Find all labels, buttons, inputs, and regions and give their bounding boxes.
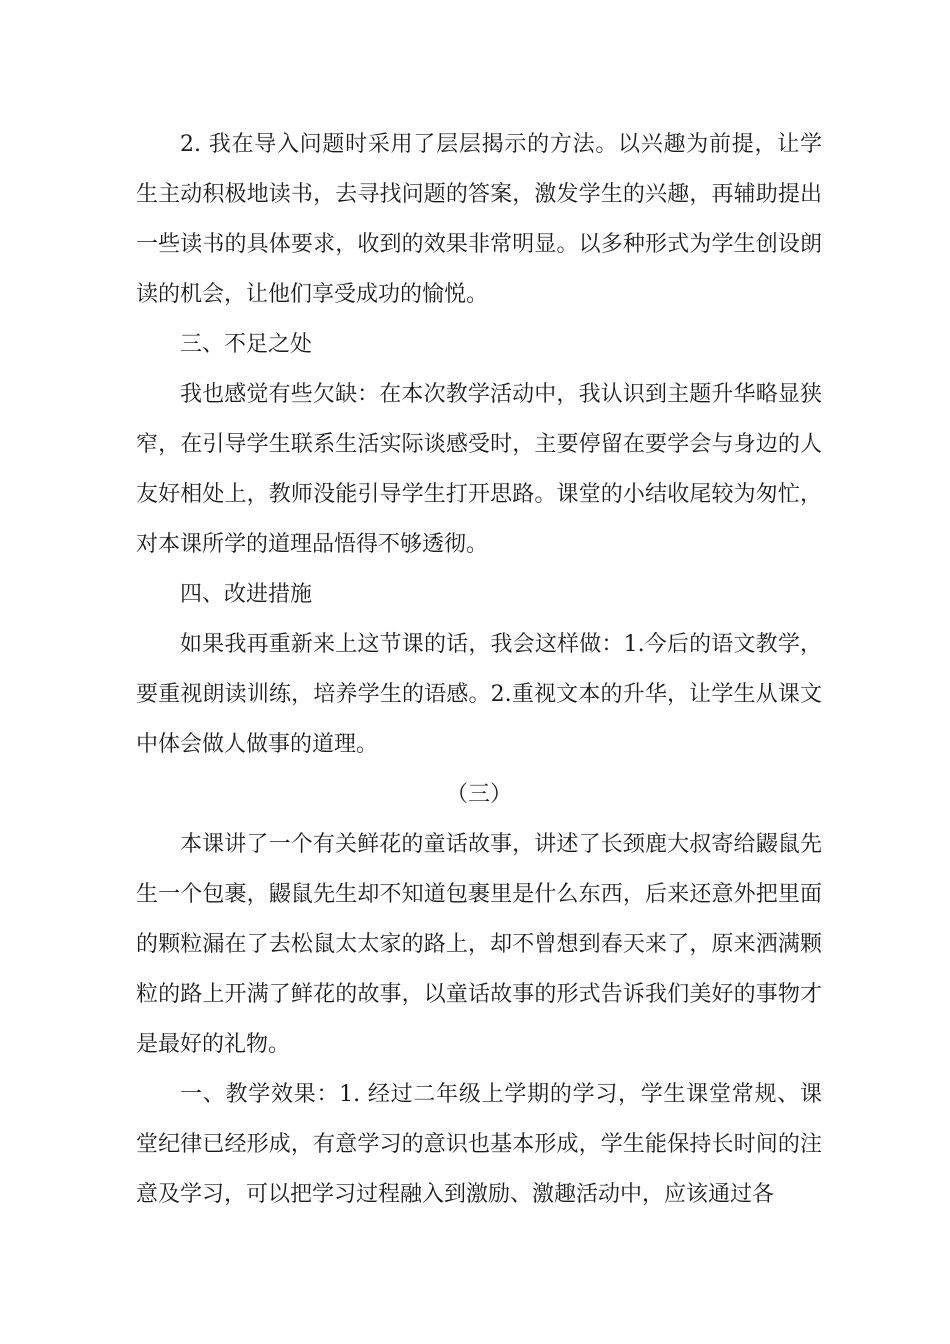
document-body bbox=[136, 120, 822, 1220]
paragraph-shortcomings: 我也感觉有些欠缺：在本次教学活动中，我认识到主题升华略显狭窄，在引导学生联系生活实际谈感受时，主要停留在要学会与身边的人友好相处上，教师没能引导学生打开思路。课堂的小结收尾较为匆忙，对本课所学的道理品悟得不够透彻。 bbox=[136, 382, 822, 557]
paragraph-story-summary: 本课讲了一个有关鲜花的童话故事，讲述了长颈鹿大叔寄给鼹鼠先生一个包裹，鼹鼠先生却不知道包裹里是什么东西，后来还意外把里面的颗粒漏在了去松鼠太太家的路上，却不曾想到春天来了，原来洒满颗粒的路上开满了鲜花的故事，以童话故事的形式告诉我们美好的事物才是最好的礼物。 bbox=[136, 832, 822, 1057]
heading-shortcomings: 三、不足之处 bbox=[180, 332, 313, 357]
paragraph-teaching-effect: 一、教学效果：1. 经过二年级上学期的学习，学生课堂常规、课堂纪律已经形成，有意学习的意识也基本形成，学生能保持长时间的注意及学习，可以把学习过程融入到激励、激趣活动中，应该通过各 bbox=[136, 1082, 822, 1207]
heading-improvements: 四、改进措施 bbox=[180, 582, 313, 607]
paragraph-improvements: 如果我再重新来上这节课的话，我会这样做：1.今后的语文教学，要重视朗读训练，培养学生的语感。2.重视文本的升华，让学生从课文中体会做人做事的道理。 bbox=[136, 632, 822, 757]
section-number: （三） bbox=[445, 782, 512, 807]
paragraph-method: 2. 我在导入问题时采用了层层揭示的方法。以兴趣为前提，让学生主动积极地读书，去寻找问题的答案，激发学生的兴趣，再辅助提出一些读书的具体要求，收到的效果非常明显。以多种形式为学生创设朗读的机会，让他们享受成功的愉悦。 bbox=[136, 132, 822, 307]
